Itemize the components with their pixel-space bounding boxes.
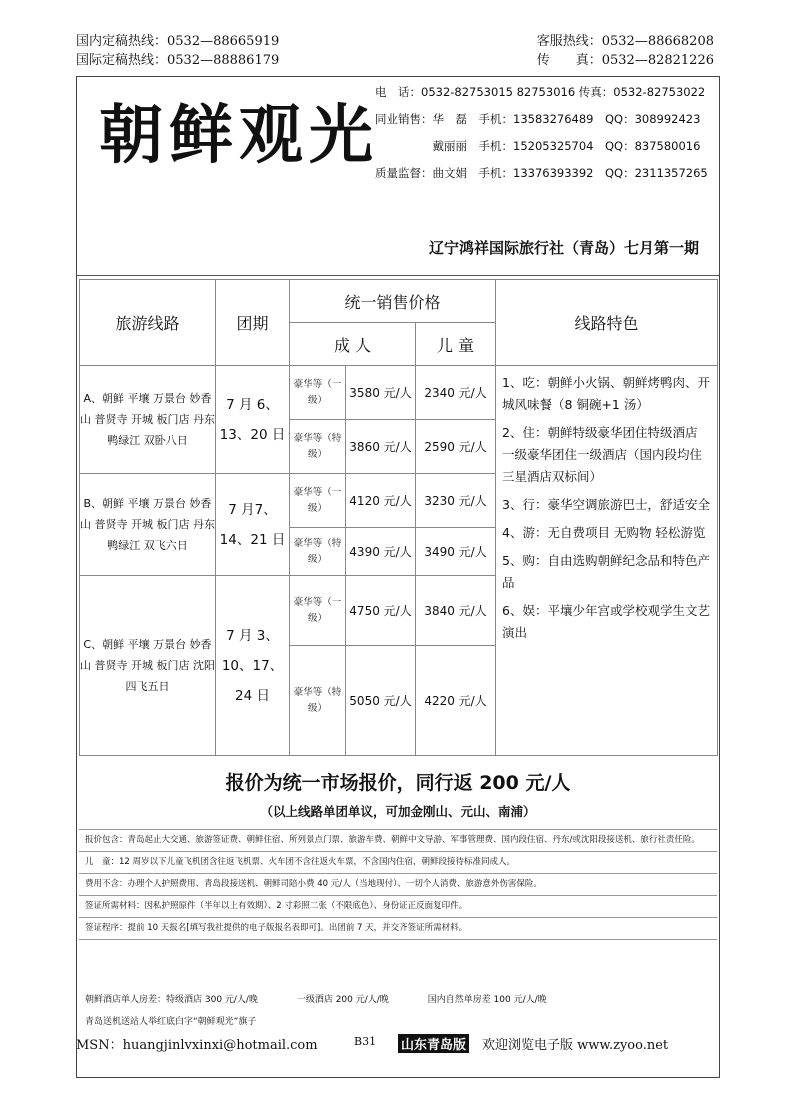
detail-visa-process: 签证程序：提前 10 天报名[填写我社提供的电子版报名表即可]。出团前 7 天，并交齐签证所需材料。 — [79, 917, 717, 940]
detail-visa-materials: 签证所需材料：因私护照原件（半年以上有效期）、2 寸彩照二张（不限底色）、身份证正反面复印件。 — [79, 895, 717, 917]
adult-price-c1: 4750 元/人 — [346, 576, 416, 646]
child-price-c2: 4220 元/人 — [416, 646, 496, 756]
grade-a2: 豪华等（特级） — [290, 420, 346, 474]
grade-b2: 豪华等（特级） — [290, 528, 346, 576]
dates-b: 7 月7、14、21 日 — [216, 474, 290, 576]
contact-phone: 电 话：0532-82753015 82753016 传真：0532-82753022 — [375, 85, 706, 99]
edition-badge: 山东青岛版 — [398, 1034, 469, 1053]
header-price: 统一销售价格 — [290, 280, 496, 323]
pickup-note: 青岛送机送站人举红底白字“朝鲜观光”旗子 — [85, 1017, 257, 1027]
flyer-frame — [76, 76, 720, 1078]
detail-children: 儿 童：12 周岁以下儿童飞机团含往返飞机票、火车团不含往返火车票，不含国内住宿，朝鲜段接待标准同成人。 — [79, 851, 717, 873]
adult-price-a2: 3860 元/人 — [346, 420, 416, 474]
grade-b1: 豪华等（一级） — [290, 474, 346, 528]
agency-name: 辽宁鸿祥国际旅行社（青岛）七月第一期 — [428, 239, 699, 257]
header-child: 儿 童 — [416, 323, 496, 366]
adult-price-b2: 4390 元/人 — [346, 528, 416, 576]
route-b: B、朝鲜 平壤 万景台 妙香山 普贤寺 开城 板门店 丹东 鸭绿江 双飞六日 — [80, 474, 216, 576]
contact-block — [375, 79, 708, 187]
header-route: 旅游线路 — [80, 280, 216, 366]
header-features: 线路特色 — [496, 280, 718, 366]
adult-price-b1: 4120 元/人 — [346, 474, 416, 528]
child-price-b2: 3490 元/人 — [416, 528, 496, 576]
grade-c1: 豪华等（一级） — [290, 576, 346, 646]
service-hotline: 客服热线：0532—88668208 — [536, 34, 714, 49]
feature-stay: 2、住：朝鲜特级豪华团住特级酒店 一级豪华团住一级酒店（国内段均住三星酒店双标间） — [502, 425, 703, 484]
features-list — [496, 366, 718, 756]
route-a: A、朝鲜 平壤 万景台 妙香山 普贤寺 开城 板门店 丹东 鸭绿江 双卧八日 — [80, 366, 216, 474]
feature-eat: 1、吃：朝鲜小火锅、朝鲜烤鸭肉、开城风味餐（8 铜碗+1 汤） — [502, 375, 710, 412]
contact-quality: 质量监督：曲文娟 手机：13376393392 QQ：2311357265 — [375, 166, 708, 180]
room-differences — [85, 989, 583, 1011]
page-number: B31 — [354, 1035, 377, 1048]
dates-c: 7 月 3、10、17、24 日 — [216, 576, 290, 756]
extra-info — [85, 989, 583, 1033]
detail-included: 报价包含：青岛起止大交通、旅游签证费、朝鲜住宿、所列景点门票、旅游车费、朝鲜中文导游、军事管理费、国内段住宿、丹东/或沈阳段接送机、旅行社责任险。 — [79, 829, 717, 851]
international-hotline: 国际定稿热线：0532—88886179 — [76, 53, 280, 68]
details-list — [79, 829, 717, 940]
contact-sales-1: 同业销售：华 磊 手机：13583276489 QQ：308992423 — [375, 112, 701, 126]
feature-tour: 4、游：无自费项目 无购物 轻松游览 — [502, 525, 706, 540]
route-c: C、朝鲜 平壤 万景台 妙香山 普贤寺 开城 板门店 沈阳 四飞五日 — [80, 576, 216, 756]
header-period: 团期 — [216, 280, 290, 366]
msn-contact: MSN：huangjinlvxinxi@hotmail.com — [76, 1038, 318, 1053]
flyer-header — [77, 77, 719, 276]
notice-sub: （以上线路单团单议，可加金刚山、元山、南浦） — [260, 804, 536, 819]
room-diff-korea: 朝鲜酒店单人房差：特级酒店 300 元/人/晚 — [85, 995, 258, 1005]
header-adult: 成 人 — [290, 323, 416, 366]
adult-price-a1: 3580 元/人 — [346, 366, 416, 420]
dates-a: 7 月 6、13、20 日 — [216, 366, 290, 474]
notice-main: 报价为统一市场报价，同行返 200 元/人 — [225, 772, 571, 794]
contact-sales-2: 戴丽丽 手机：15205325704 QQ：837580016 — [375, 139, 701, 153]
child-price-a2: 2590 元/人 — [416, 420, 496, 474]
grade-a1: 豪华等（一级） — [290, 366, 346, 420]
child-price-c1: 3840 元/人 — [416, 576, 496, 646]
child-price-b1: 3230 元/人 — [416, 474, 496, 528]
fax-line: 传 真：0532—82821226 — [536, 53, 714, 68]
price-table — [79, 279, 718, 756]
hotlines — [76, 32, 714, 72]
room-diff-domestic: 国内自然单房差 100 元/人/晚 — [427, 995, 547, 1005]
price-notice — [79, 769, 717, 823]
adult-price-c2: 5050 元/人 — [346, 646, 416, 756]
feature-transport: 3、行：豪华空调旅游巴士，舒适安全 — [502, 497, 710, 512]
feature-entertain: 6、娱：平壤少年宫或学校观学生文艺演出 — [502, 603, 710, 640]
grade-c2: 豪华等（特级） — [290, 646, 346, 756]
detail-excluded: 费用不含：办理个人护照费用、青岛段接送机、朝鲜司陪小费 40 元/人（当地现付）、一切个人消费、旅游意外伤害保险。 — [79, 873, 717, 895]
domestic-hotline: 国内定稿热线：0532—88665919 — [76, 34, 280, 49]
room-diff-first: 一级酒店 200 元/人/晚 — [296, 995, 389, 1005]
child-price-a1: 2340 元/人 — [416, 366, 496, 420]
feature-shop: 5、购：自由选购朝鲜纪念品和特色产品 — [502, 553, 710, 590]
page-title: 朝鲜观光 — [99, 98, 379, 173]
website-link[interactable]: 欢迎浏览电子版 www.zyoo.net — [482, 1038, 669, 1053]
